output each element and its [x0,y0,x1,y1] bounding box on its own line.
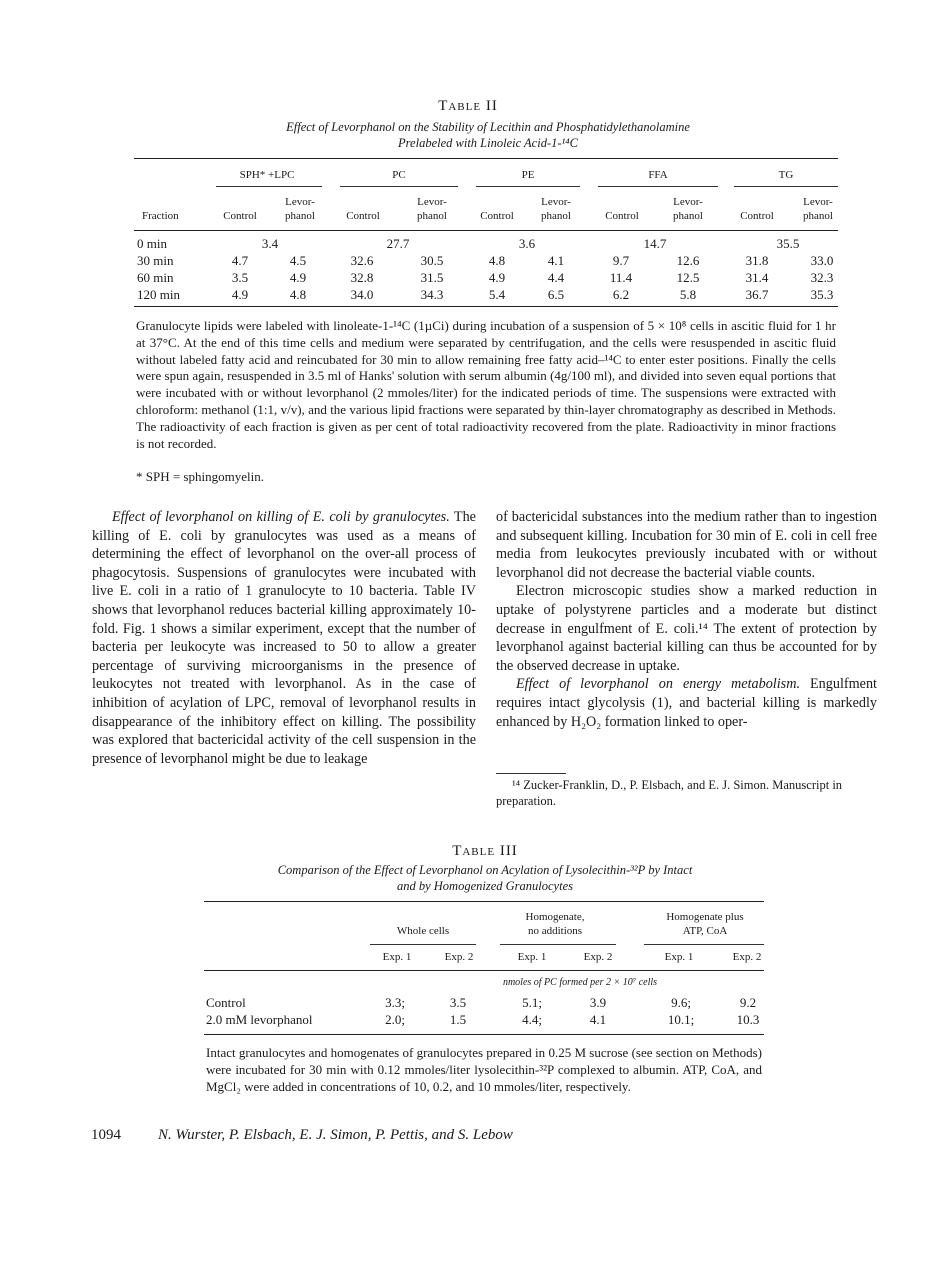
table2-row-label: 60 min [137,270,174,285]
running-footer-authors: N. Wurster, P. Elsbach, E. J. Simon, P. Pettis, and S. Lebow [158,1127,513,1143]
table3-top-rule [204,901,764,902]
table2-cell: 31.5 [420,270,444,285]
table2-group-pe: PE [521,169,535,181]
table2-cell: 3.5 [231,270,249,285]
table2-group-pc: PC [392,169,406,181]
table2-cell: 33.0 [810,253,834,268]
table3-note: Intact granulocytes and homogenates of granulocytes prepared in 0.25 M sucrose (see section on Methods) were incubated for 30 min with 0.12 mmoles/liter lysolecithin-³²P complexed to albumin. ATP, CoA, and MgCl₂ were added in concentrations of 10, 0.2, and 10 mmoles/liter, respectively. [206,1045,762,1094]
table3-cell: 5.1; [522,995,542,1010]
table2-fraction-header: Fraction [142,210,179,222]
table2-cell: 31.4 [745,270,769,285]
section-heading-killing: Effect of levorphanol on killing of E. coli by granulocytes. [112,509,450,525]
table2-title: Table II [438,98,498,114]
table2-footnote: * SPH = sphingomyelin. [136,469,264,484]
table2-cell: 34.0 [350,287,374,302]
table2-top-rule [134,158,838,159]
table3-exp1-header: Exp. 1 [517,951,547,963]
table2-cell: 32.8 [350,270,374,285]
table2-control-header: Control [740,210,774,222]
table3-title: Table III [452,843,518,859]
table3-row-label: Control [206,995,246,1010]
table3-cell: 4.1 [589,1012,607,1027]
table3-row-label: 2.0 mM levorphanol [206,1012,313,1027]
table3-exp1-header: Exp. 1 [382,951,412,963]
table3-cell: 9.6; [671,995,691,1010]
table3-cell: 3.5 [449,995,467,1010]
table2-cell: 4.9 [231,287,249,302]
table2-cell: 4.7 [231,253,249,268]
table2-cell: 3.4 [261,236,279,251]
table2-cell: 5.4 [488,287,506,302]
table2-cell: 27.7 [386,236,410,251]
body-left-text: The killing of E. coli by granulocytes was used as a means of determining the effect of levorphanol on the over-all process of phagocytosis. Suspensions of granulocytes were incubated with live E. coli in a ratio of 1 granulocyte to 10 bacteria. Table IV shows that levorphanol reduces bacterial killing approximately 10-fold. Fig. 1 shows a similar experiment, except that the number of bacteria per leukocyte was increased to 50 to allow a greater percentage of surviving microorganisms in the presence of leukocytes not treated with levorphanol. As in the case of inhibition of acylation of LPC, removal of levorphanol results in disappearance of the inhibitory effect on killing. The possibility was explored that bactericidal activity of the cell suspension in the presence of levorphanol might be due to leakage [92,509,476,767]
table3-group-homogenate-plus: Homogenate plus ATP, CoA [666,911,744,937]
table3-cell: 10.1; [667,1012,695,1027]
table3-cell: 3.3; [385,995,405,1010]
table2-row-label: 30 min [137,253,174,268]
table2-bottom-rule [134,306,838,307]
table2-cell: 35.3 [810,287,834,302]
table2-cell: 6.5 [547,287,565,302]
footnote-14: ¹⁴ Zucker-Franklin, D., P. Elsbach, and E. J. Simon. Manuscript in preparation. [496,778,843,808]
table3-cell: 2.0; [385,1012,405,1027]
body-right-p2: Electron microscopic studies show a marked reduction in uptake of polystyrene particles and a moderate but distinct decrease in engulfment of E. coli.¹⁴ The extent of protection by levorphanol against bacterial killing can thus be accounted for by the observed decrease in uptake. [496,583,877,674]
table2-cell: 12.6 [676,253,700,268]
table3-group-whole-cells: Whole cells [396,925,450,937]
table3-exp2-header: Exp. 2 [444,951,474,963]
body-left-column [92,508,476,768]
table2-cell: 4.1 [547,253,565,268]
table2-cell: 14.7 [643,236,667,251]
table2-subtitle-2: Prelabeled with Linoleic Acid-1-¹⁴C [398,136,578,150]
table2-control-header: Control [605,210,639,222]
table3-cell: 4.4; [522,1012,542,1027]
table2-levor-header: Levor- phanol [541,196,571,222]
table2-control-header: Control [346,210,380,222]
table2-cell: 5.8 [679,287,697,302]
table2-subtitle-1: Effect of Levorphanol on the Stability of Lecithin and Phosphatidylethanolamine [286,120,690,134]
table3-cell: 1.5 [449,1012,467,1027]
table2-control-header: Control [480,210,514,222]
table2-levor-header: Levor- phanol [803,196,833,222]
table2-cell: 12.5 [676,270,700,285]
table3-header-rule [204,970,764,971]
section-heading-energy: Effect of levorphanol on energy metabolism. [516,676,800,693]
table3-bottom-rule [204,1034,764,1035]
table2-group-sph-lpc: SPH* +LPC [239,169,295,181]
table2-note: Granulocyte lipids were labeled with linoleate-1-¹⁴C (1µCi) during incubation of a suspension of 5 × 10⁸ cells in ascitic fluid for 1 hr at 37°C. At the end of this time cells and medium were separated by centrifugation, and the cells were resuspended in ascitic fluid without labeled fatty acid and reincubated for 30 min to allow remaining free fatty acid–¹⁴C to enter ester positions. Finally the cells were spun again, resuspended in 3.5 ml of Hanks' solution with serum albumin (4g/100 ml), and divided into seven equal portions that were incubated with or without levorphanol (2 mmoles/liter) for the indicated periods of time. The suspensions were extracted with chloroform: methanol (1:1, v/v), and the various lipid fractions were separated by thin-layer chromatography as described in Methods. The radioactivity of each fraction is given as per cent of total radioactivity recovered from the plate. Radioactivity in minor fractions is not recorded. [136,318,836,451]
table2-header-rule [134,230,838,231]
table2-cell: 6.2 [612,287,630,302]
table2-cell: 31.8 [745,253,769,268]
table2-cell: 35.5 [776,236,800,251]
table3-cell: 9.2 [739,995,757,1010]
table2-cell: 11.4 [609,270,633,285]
table3-exp2-header: Exp. 2 [583,951,613,963]
table2-cell: 4.8 [289,287,307,302]
table2-cell: 4.8 [488,253,506,268]
table2-group-ffa: FFA [648,169,668,181]
table2-levor-header: Levor- phanol [417,196,447,222]
table2-cell: 4.9 [289,270,307,285]
body-right-column [496,508,877,731]
table3-group-homogenate: Homogenate, no additions [525,911,585,937]
body-right-p3-text: Engulfment requires intact glycolysis (1), and bacterial killing is markedly enhanced by H₂O₂ formation linked to oper- [496,676,878,730]
table2-cell: 3.6 [518,236,536,251]
table2-row-label: 0 min [137,236,167,251]
table2-levor-header: Levor- phanol [285,196,315,222]
table2-control-header: Control [223,210,257,222]
body-right-p1: of bactericidal substances into the medium rather than to ingestion and subsequent killing. Incubation for 30 min of E. coli in cell free media from leukocytes previously incubated with or without levorphanol did not decrease the bacterial viable counts. [496,509,877,581]
footnote-rule [496,773,566,774]
table2-cell: 32.6 [350,253,374,268]
table2-cell: 32.3 [810,270,834,285]
table3-cell: 10.3 [736,1012,760,1027]
page-number: 1094 [91,1127,121,1143]
table2-levor-header: Levor- phanol [673,196,703,222]
table2-cell: 4.5 [289,253,307,268]
table2-cell: 9.7 [612,253,630,268]
table2-cell: 4.4 [547,270,565,285]
table3-subtitle-2: and by Homogenized Granulocytes [396,879,573,893]
table2-cell: 4.9 [488,270,506,285]
table3-exp1-header: Exp. 1 [664,951,694,963]
table3-subtitle-1: Comparison of the Effect of Levorphanol on Acylation of Lysolecithin-³²P by Intact [277,863,693,877]
table3-exp2-header: Exp. 2 [732,951,762,963]
table3-unit-line: nmoles of PC formed per 2 × 10⁷ cells [502,977,658,988]
table2-row-label: 120 min [137,287,180,302]
table3-cell: 3.9 [589,995,607,1010]
table2-group-tg: TG [778,169,794,181]
table2-cell: 36.7 [745,287,769,302]
table2-cell: 30.5 [420,253,444,268]
table2-cell: 34.3 [420,287,444,302]
